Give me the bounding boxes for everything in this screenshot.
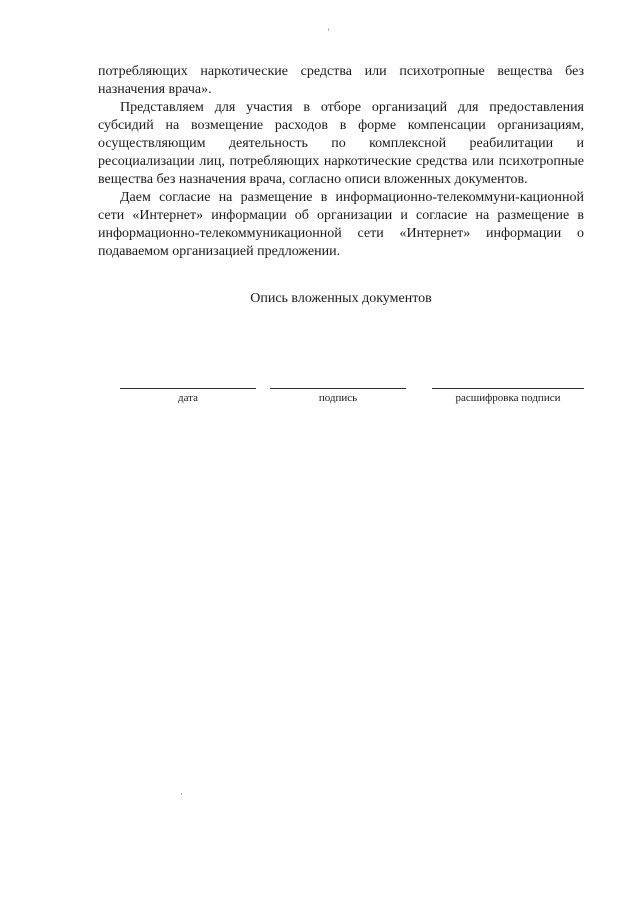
scan-speck (328, 28, 329, 31)
signature-line (270, 388, 406, 389)
inventory-heading: Опись вложенных документов (250, 291, 432, 306)
signature-label: подпись (318, 392, 358, 404)
date-label: дата (177, 392, 199, 404)
scan-speck (181, 793, 182, 795)
body-text (98, 63, 584, 261)
decryption-line (432, 388, 584, 389)
date-line (120, 388, 256, 389)
paragraph-participation: Представляем для участия в отборе организаций для предоставления субсидий на возмещение расходов в форме компенсации организациям, осуществляющим деятельность по комплексной реабилитации и ресоциализации лиц, потребляющих наркотические средства или психотропные вещества без назначения врача, согласно описи вложенных документов. (98, 100, 584, 187)
decryption-label: расшифровка подписи (455, 392, 561, 404)
paragraph-continuation: потребляющих наркотические средства или психотропные вещества без назначения врача». (98, 64, 584, 97)
paragraph-consent: Даем согласие на размещение в информационно-телекоммуни-кационной сети «Интернет» информации об организации и согласие на размещение в информационно-телекоммуникационной сети «Интернет» информации о подаваемом организацией предложении. (98, 190, 584, 259)
